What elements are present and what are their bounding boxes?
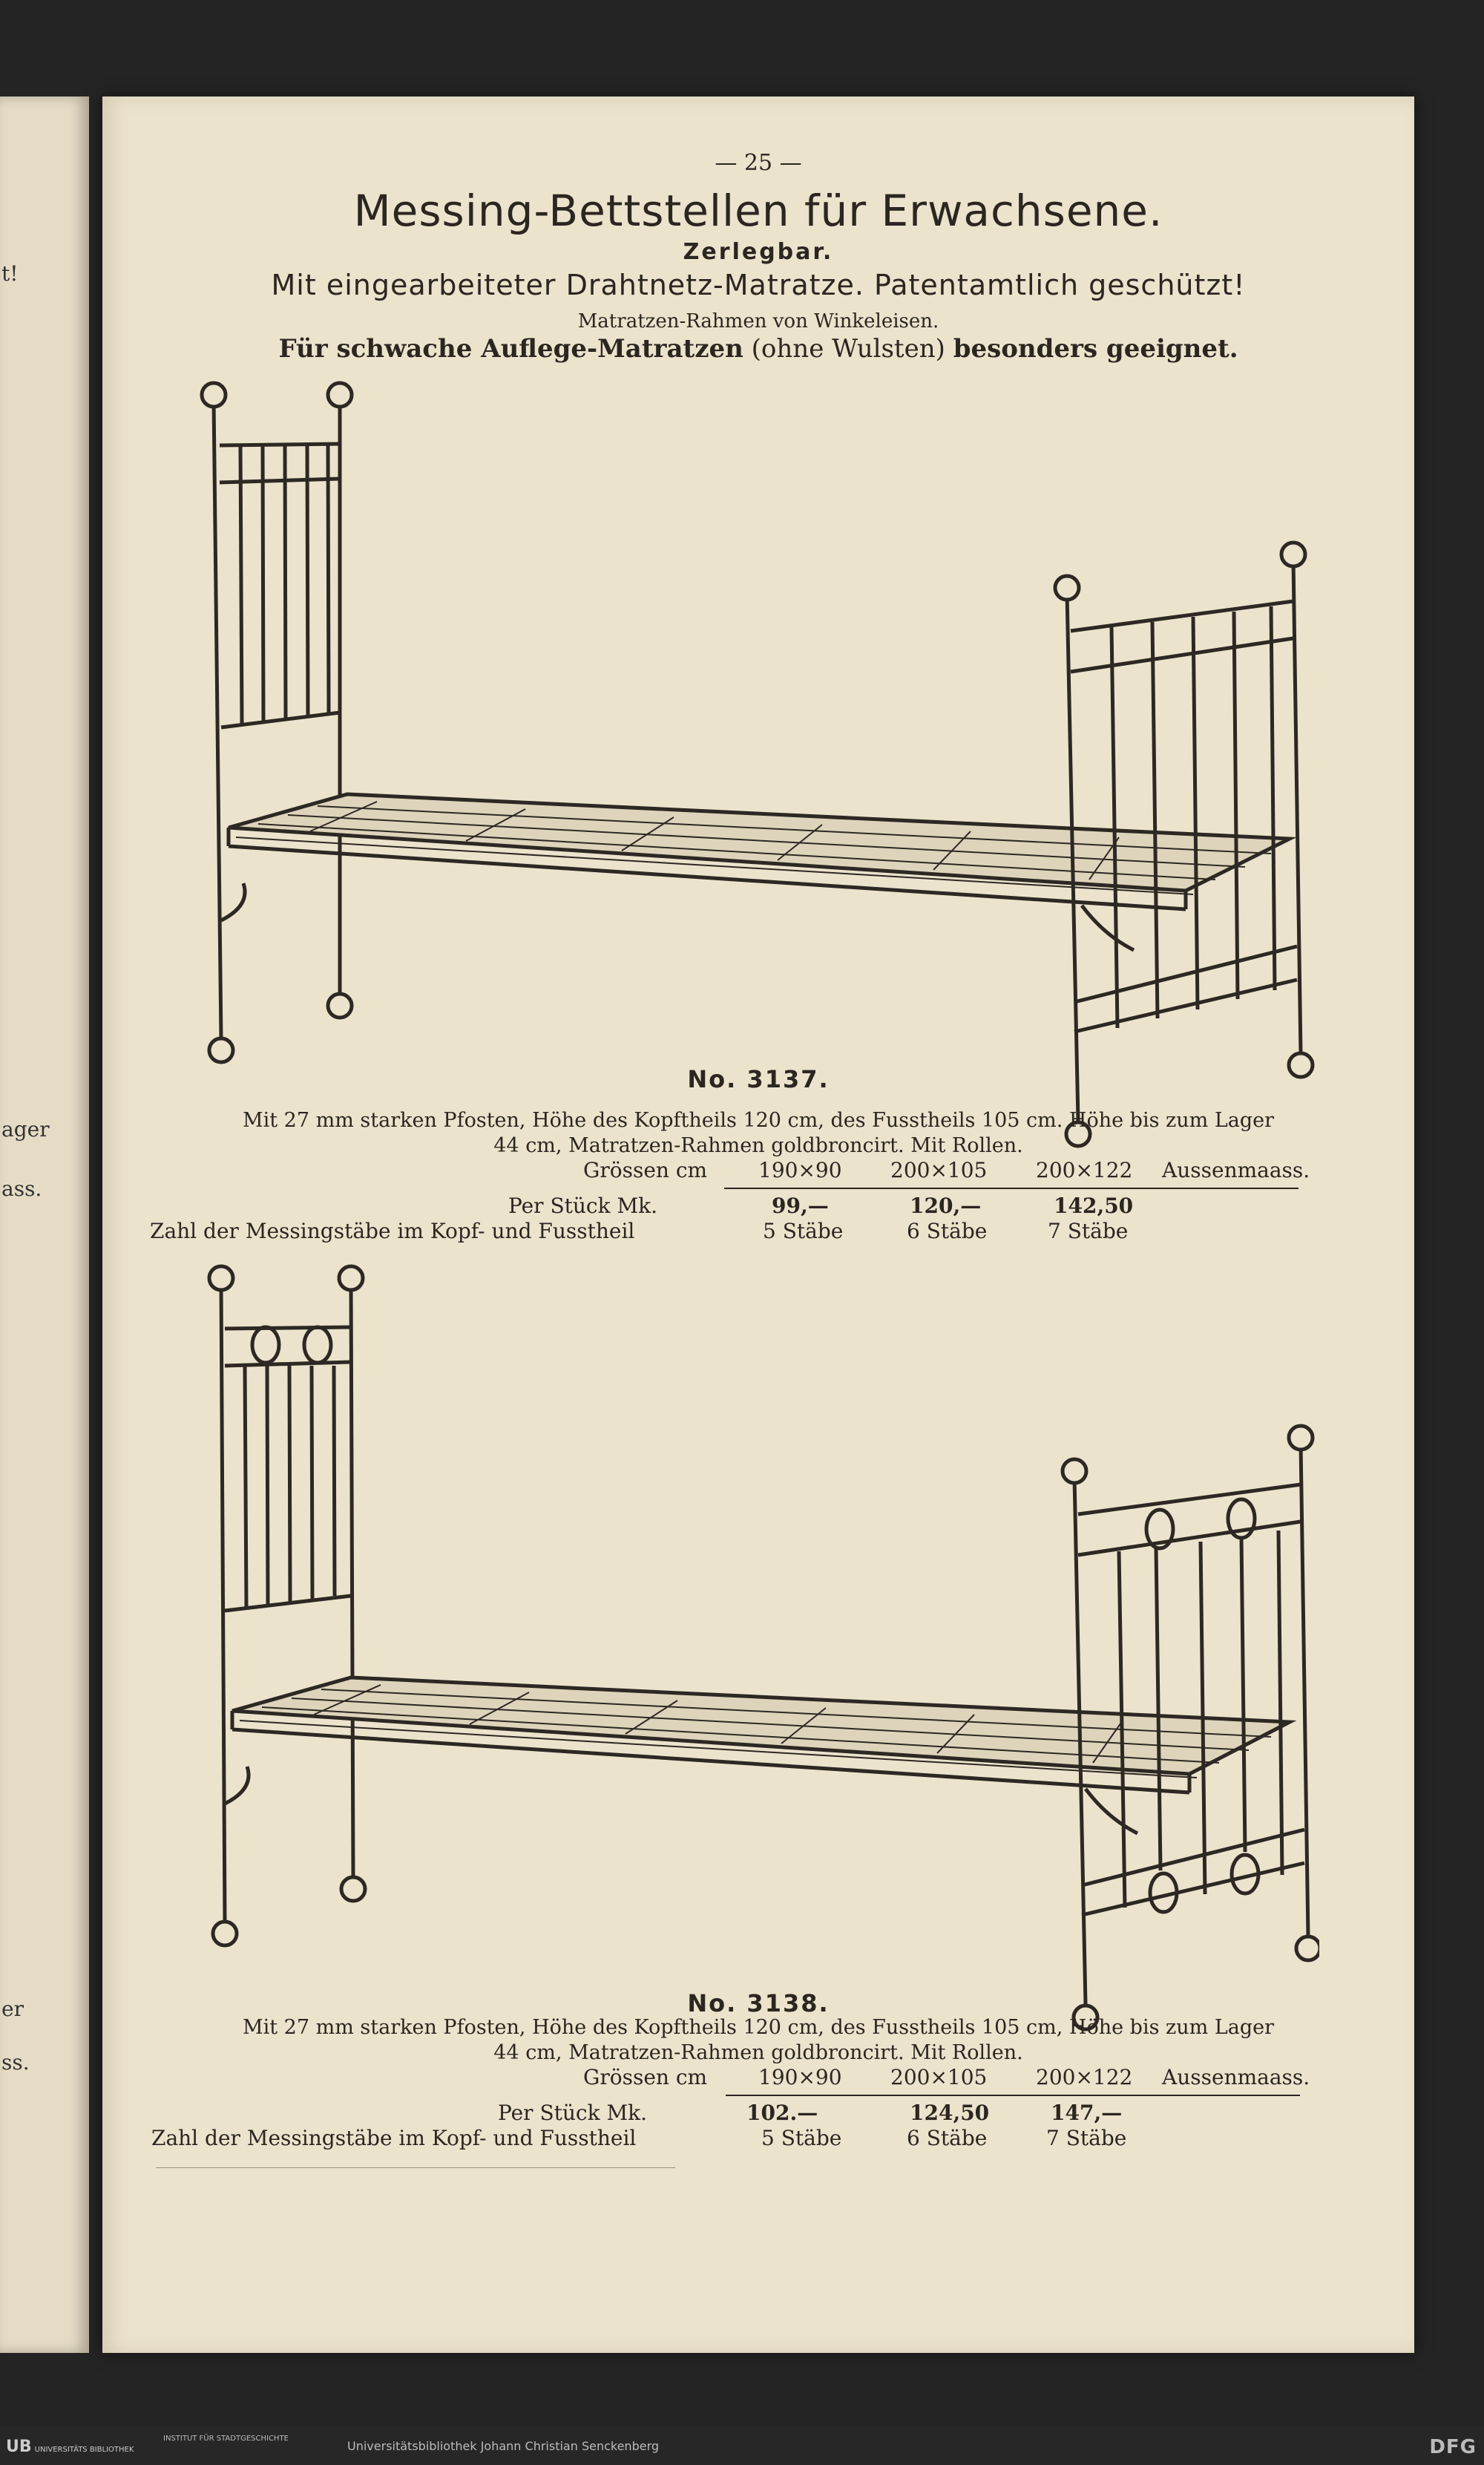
description-line: 44 cm, Matratzen-Rahmen goldbroncirt. Mit Rollen. [493,1134,1023,1157]
subtitle-note-a: Für schwache Auflege-Matratzen [278,334,743,364]
size-value: 190×90 [758,1158,842,1182]
left-fragment: ss. [1,2050,30,2075]
description-line: 44 cm, Matratzen-Rahmen goldbroncirt. Mit Rollen. [493,2041,1023,2064]
price-value: 99,— [772,1194,829,1218]
bars-value: 5 Stäbe [761,2126,842,2150]
bars-label: Zahl der Messingstäbe im Kopf- und Fusstheil [150,1219,635,1243]
description-line: Mit 27 mm starken Pfosten, Höhe des Kopftheils 120 cm, des Fusstheils 105 cm, Höhe bis zum Lager [242,2016,1275,2039]
size-value: 190×90 [758,2065,842,2089]
description-line: Mit 27 mm starken Pfosten, Höhe des Kopftheils 120 cm, des Fusstheils 105 cm. Höhe bis zum Lager [242,1109,1275,1132]
price-value: 147,— [1051,2101,1123,2125]
size-value: 200×105 [890,1158,988,1182]
table-rule [726,2095,1300,2096]
price-value: 142,50 [1054,1194,1134,1218]
left-fragment: ass. [1,1176,42,1201]
price-value: 120,— [910,1194,982,1218]
bars-value: 6 Stäbe [907,2126,988,2150]
size-value: 200×122 [1036,2065,1133,2089]
sizes-suffix: Aussenmaass. [1162,2065,1310,2089]
page-title: Messing-Bettstellen für Erwachsene. [353,186,1163,236]
ub-logo-subtext: UNIVERSITÄTS BIBLIOTHEK [34,2446,134,2454]
subtitle-zerlegbar: Zerlegbar. [683,239,834,265]
size-value: 200×105 [890,2065,988,2089]
bars-value: 6 Stäbe [907,1219,988,1243]
institute-logo: INSTITUT FÜR STADTGESCHICHTE [163,2435,289,2443]
price-label: Per Stück Mk. [498,2101,647,2125]
subtitle-note-c: besonders geeignet. [953,334,1238,364]
sizes-suffix: Aussenmaass. [1162,1158,1310,1182]
subtitle-frame: Matratzen-Rahmen von Winkeleisen. [577,310,939,333]
ub-logo-text: UB [6,2438,32,2456]
subtitle-line: Mit eingearbeiteter Drahtnetz-Matratze. Patentamtlich geschützt! [271,269,1246,301]
catalog-page [102,96,1414,2353]
bars-label: Zahl der Messingstäbe im Kopf- und Fusstheil [151,2126,637,2150]
price-value: 102.— [746,2101,818,2125]
bars-value: 5 Stäbe [763,1219,844,1243]
model-number: No. 3138. [687,1989,830,2017]
dfg-logo: DFG [1429,2436,1477,2458]
price-value: 124,50 [910,2101,990,2125]
left-fragment: ager [1,1117,50,1142]
model-number: No. 3137. [687,1065,830,1093]
left-fragment: t! [1,261,19,286]
library-footer [0,2427,1484,2465]
subtitle-note [102,334,1414,364]
sizes-label: Grössen cm [583,1158,708,1182]
bars-value: 7 Stäbe [1046,2126,1127,2150]
bars-value: 7 Stäbe [1048,1219,1129,1243]
table-rule [724,1188,1298,1189]
bed-3138-illustration [191,1254,1319,2086]
page-number: — 25 — [715,150,802,176]
subtitle-note-b: (ohne Wulsten) [751,334,945,364]
bottom-divider [156,2167,675,2168]
library-name: Universitätsbibliothek Johann Christian Senckenberg [347,2439,660,2453]
ub-logo [6,2438,134,2456]
size-value: 200×122 [1036,1158,1133,1182]
left-fragment: er [1,1997,24,2021]
previous-page-edge [0,96,89,2353]
bed-3137-illustration [191,371,1319,1173]
sizes-label: Grössen cm [583,2065,708,2089]
price-label: Per Stück Mk. [508,1194,657,1218]
